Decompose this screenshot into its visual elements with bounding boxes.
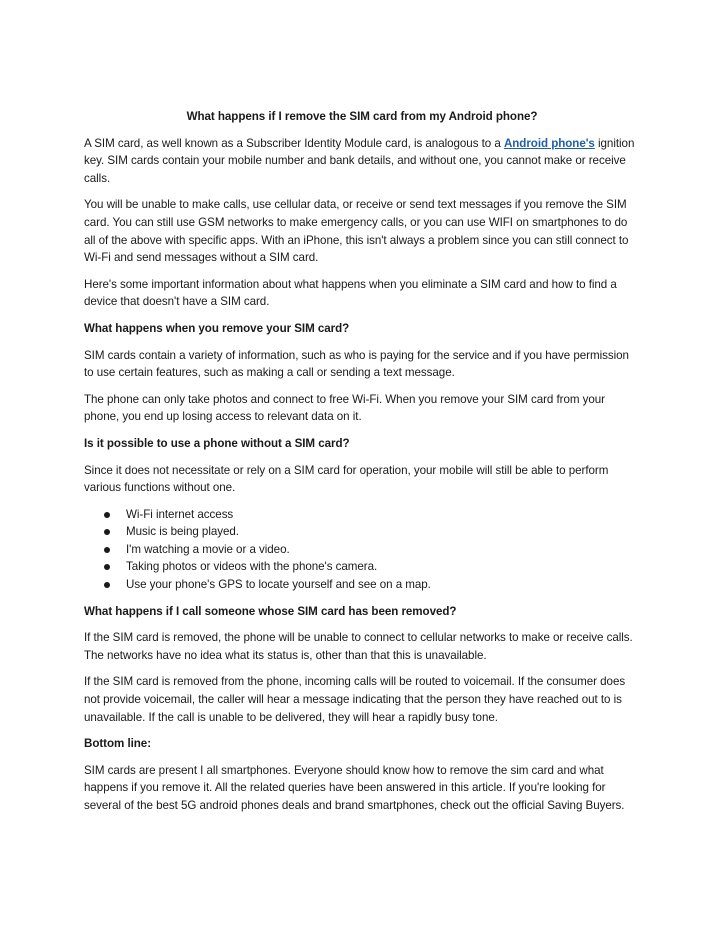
list-item-label: I'm watching a movie or a video. — [126, 542, 290, 556]
bullet-icon — [104, 529, 110, 535]
functions-bullet-list — [84, 506, 640, 594]
list-item — [84, 541, 640, 559]
list-item-label: Wi-Fi internet access — [126, 507, 234, 521]
paragraph-voicemail: If the SIM card is removed from the phone, incoming calls will be routed to voicemail. If the consumer does not provide voicemail, the caller will hear a message indicating that the person they have reached out to is unavailable. If the call is unable to be delivered, they will hear a rapidly busy tone. — [84, 675, 626, 724]
document-title: What happens if I remove the SIM card from my Android phone? — [186, 110, 538, 123]
document-page — [84, 108, 640, 824]
paragraph-sim-info: SIM cards contain a variety of information, such as who is paying for the service and if you have permission to use certain features, such as making a call or sending a text message. — [84, 348, 629, 380]
paragraph-cellular-networks: If the SIM card is removed, the phone will be unable to connect to cellular networks to make or receive calls. The networks have no idea what its status is, other than that this is unavailable. — [84, 631, 633, 662]
intro-text-before-link: A SIM card, as well known as a Subscriber Identity Module card, is analogous to a — [84, 136, 504, 150]
bullet-icon — [104, 512, 110, 518]
intro-text-after-link: ignition key. SIM cards contain your mobile number and bank details, and without one, you cannot make or receive calls. — [84, 136, 635, 185]
intro-paragraph — [84, 135, 640, 188]
list-item — [84, 576, 640, 594]
heading-remove-sim: What happens when you remove your SIM card? — [84, 321, 350, 335]
paragraph-functions-without-sim: Since it does not necessitate or rely on a SIM card for operation, your mobile will still be able to perform various functions without one. — [84, 463, 609, 495]
bullet-icon — [104, 564, 110, 570]
heading-call-removed-sim: What happens if I call someone whose SIM card has been removed? — [84, 604, 457, 618]
bullet-icon — [104, 582, 110, 588]
list-item — [84, 523, 640, 541]
heading-phone-without-sim: Is it possible to use a phone without a SIM card? — [84, 436, 350, 450]
paragraph-bottom-line: SIM cards are present I all smartphones. Everyone should know how to remove the sim card and what happens if you remove it. All the related queries have been answered in this article. If you're looking for several of the best 5G android phones deals and brand smartphones, check out the official Saving Buyers. — [84, 763, 625, 812]
paragraph-photos-wifi: The phone can only take photos and connect to free Wi-Fi. When you remove your SIM card from your phone, you end up losing access to relevant data on it. — [84, 392, 605, 424]
list-item — [84, 506, 640, 524]
paragraph-important-info: Here's some important information about what happens when you eliminate a SIM card and how to find a device that doesn't have a SIM card. — [84, 277, 617, 309]
list-item — [84, 558, 640, 576]
list-item-label: Use your phone's GPS to locate yourself and see on a map. — [126, 578, 431, 592]
heading-bottom-line: Bottom line: — [84, 737, 152, 751]
list-item-label: Taking photos or videos with the phone's camera. — [126, 560, 378, 574]
paragraph-unable-calls: You will be unable to make calls, use cellular data, or receive or send text messages if you remove the SIM card. You can still use GSM networks to make emergency calls, or you can use WIFI on smartphones to do all of the above with specific apps. With an iPhone, this isn't always a problem since you can still connect to Wi-Fi and send messages without a SIM card. — [84, 198, 629, 265]
list-item-label: Music is being played. — [126, 525, 239, 539]
android-phone-link[interactable]: Android phone's — [503, 136, 595, 150]
bullet-icon — [104, 547, 110, 553]
